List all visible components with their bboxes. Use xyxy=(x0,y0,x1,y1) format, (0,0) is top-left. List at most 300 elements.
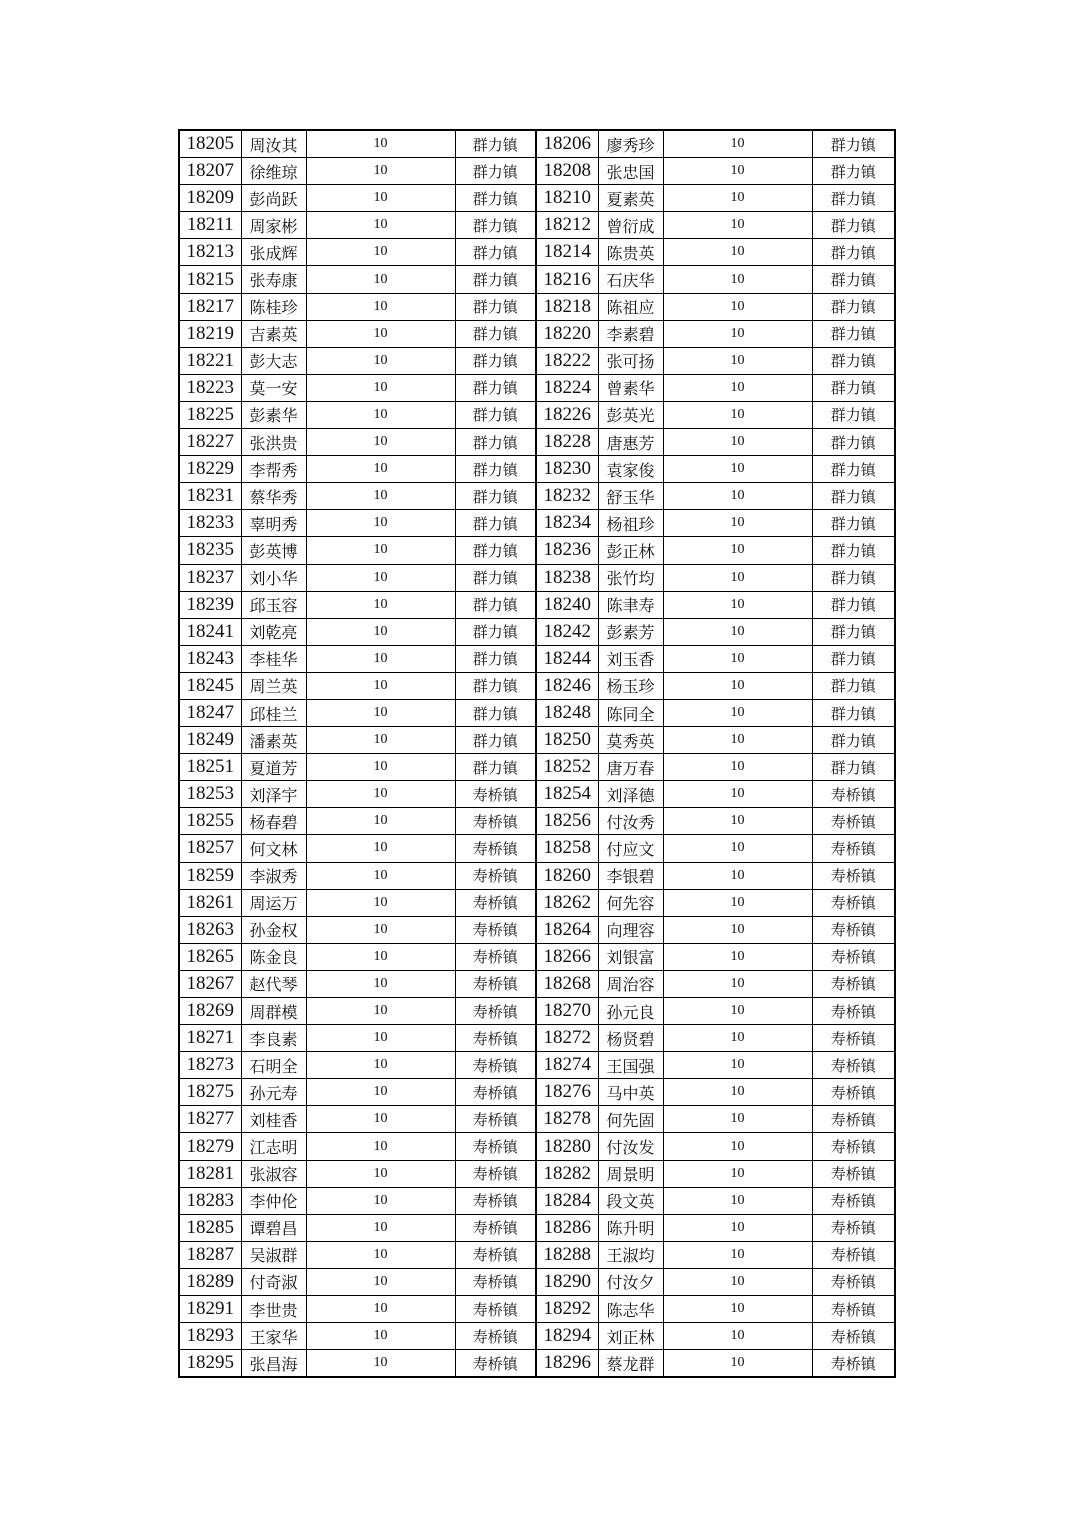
table-row xyxy=(179,1079,895,1106)
person-name-cell: 周家彬 xyxy=(241,212,306,239)
record-id-cell: 18219 xyxy=(179,320,241,347)
person-name-cell: 石明全 xyxy=(241,1052,306,1079)
record-id-cell: 18237 xyxy=(179,564,241,591)
town-cell: 寿桥镇 xyxy=(455,1214,536,1241)
amount-cell: 10 xyxy=(663,320,812,347)
person-name-cell: 邱桂兰 xyxy=(241,699,306,726)
town-cell: 群力镇 xyxy=(812,347,895,374)
town-cell: 寿桥镇 xyxy=(812,998,895,1025)
amount-cell: 10 xyxy=(663,483,812,510)
amount-cell: 10 xyxy=(663,672,812,699)
amount-cell: 10 xyxy=(306,970,455,997)
town-cell: 群力镇 xyxy=(812,483,895,510)
town-cell: 寿桥镇 xyxy=(455,835,536,862)
table-row xyxy=(179,808,895,835)
record-id-cell: 18281 xyxy=(179,1160,241,1187)
record-id-cell: 18252 xyxy=(536,754,598,781)
person-name-cell: 舒玉华 xyxy=(598,483,663,510)
town-cell: 群力镇 xyxy=(812,727,895,754)
table-row xyxy=(179,158,895,185)
person-name-cell: 李银碧 xyxy=(598,862,663,889)
town-cell: 群力镇 xyxy=(812,754,895,781)
table-row xyxy=(179,293,895,320)
town-cell: 寿桥镇 xyxy=(812,943,895,970)
table-row xyxy=(179,1106,895,1133)
town-cell: 寿桥镇 xyxy=(812,1214,895,1241)
record-id-cell: 18268 xyxy=(536,970,598,997)
town-cell: 群力镇 xyxy=(455,429,536,456)
record-id-cell: 18205 xyxy=(179,130,241,158)
record-id-cell: 18209 xyxy=(179,185,241,212)
table-row xyxy=(179,835,895,862)
record-id-cell: 18294 xyxy=(536,1323,598,1350)
table-row xyxy=(179,591,895,618)
town-cell: 寿桥镇 xyxy=(455,916,536,943)
town-cell: 寿桥镇 xyxy=(812,1268,895,1295)
person-name-cell: 李良素 xyxy=(241,1025,306,1052)
record-id-cell: 18241 xyxy=(179,618,241,645)
amount-cell: 10 xyxy=(306,320,455,347)
town-cell: 寿桥镇 xyxy=(455,889,536,916)
person-name-cell: 廖秀珍 xyxy=(598,130,663,158)
amount-cell: 10 xyxy=(663,970,812,997)
town-cell: 群力镇 xyxy=(455,374,536,401)
amount-cell: 10 xyxy=(663,1079,812,1106)
amount-cell: 10 xyxy=(663,943,812,970)
person-name-cell: 陈桂珍 xyxy=(241,293,306,320)
amount-cell: 10 xyxy=(306,672,455,699)
town-cell: 群力镇 xyxy=(455,185,536,212)
town-cell: 群力镇 xyxy=(812,537,895,564)
record-id-cell: 18248 xyxy=(536,699,598,726)
amount-cell: 10 xyxy=(663,727,812,754)
amount-cell: 10 xyxy=(306,916,455,943)
amount-cell: 10 xyxy=(306,1187,455,1214)
amount-cell: 10 xyxy=(663,835,812,862)
person-name-cell: 陈祖应 xyxy=(598,293,663,320)
amount-cell: 10 xyxy=(663,347,812,374)
record-id-cell: 18245 xyxy=(179,672,241,699)
amount-cell: 10 xyxy=(306,239,455,266)
amount-cell: 10 xyxy=(663,998,812,1025)
person-name-cell: 袁家俊 xyxy=(598,456,663,483)
table-row xyxy=(179,1323,895,1350)
table-row xyxy=(179,401,895,428)
town-cell: 群力镇 xyxy=(812,212,895,239)
amount-cell: 10 xyxy=(663,754,812,781)
person-name-cell: 张忠国 xyxy=(598,158,663,185)
record-id-cell: 18238 xyxy=(536,564,598,591)
person-name-cell: 谭碧昌 xyxy=(241,1214,306,1241)
record-id-cell: 18290 xyxy=(536,1268,598,1295)
table-row xyxy=(179,266,895,293)
town-cell: 群力镇 xyxy=(455,591,536,618)
record-id-cell: 18214 xyxy=(536,239,598,266)
amount-cell: 10 xyxy=(306,1106,455,1133)
person-name-cell: 彭英博 xyxy=(241,537,306,564)
table-row xyxy=(179,889,895,916)
town-cell: 群力镇 xyxy=(455,293,536,320)
town-cell: 寿桥镇 xyxy=(812,781,895,808)
town-cell: 群力镇 xyxy=(455,754,536,781)
town-cell: 寿桥镇 xyxy=(812,1079,895,1106)
person-name-cell: 李仲伦 xyxy=(241,1187,306,1214)
table-row xyxy=(179,998,895,1025)
amount-cell: 10 xyxy=(306,456,455,483)
amount-cell: 10 xyxy=(306,1296,455,1323)
amount-cell: 10 xyxy=(306,754,455,781)
person-name-cell: 刘泽德 xyxy=(598,781,663,808)
table-row xyxy=(179,970,895,997)
person-name-cell: 蔡龙群 xyxy=(598,1350,663,1378)
amount-cell: 10 xyxy=(663,374,812,401)
record-id-cell: 18280 xyxy=(536,1133,598,1160)
roster-table xyxy=(178,129,896,1378)
amount-cell: 10 xyxy=(663,130,812,158)
town-cell: 群力镇 xyxy=(455,645,536,672)
town-cell: 寿桥镇 xyxy=(812,889,895,916)
amount-cell: 10 xyxy=(306,1323,455,1350)
person-name-cell: 彭英光 xyxy=(598,401,663,428)
table-row xyxy=(179,185,895,212)
table-row xyxy=(179,1296,895,1323)
person-name-cell: 潘素英 xyxy=(241,727,306,754)
town-cell: 寿桥镇 xyxy=(455,1187,536,1214)
amount-cell: 10 xyxy=(306,158,455,185)
amount-cell: 10 xyxy=(663,1323,812,1350)
table-row xyxy=(179,483,895,510)
record-id-cell: 18233 xyxy=(179,510,241,537)
person-name-cell: 王国强 xyxy=(598,1052,663,1079)
town-cell: 寿桥镇 xyxy=(812,808,895,835)
town-cell: 寿桥镇 xyxy=(455,1296,536,1323)
record-id-cell: 18240 xyxy=(536,591,598,618)
record-id-cell: 18211 xyxy=(179,212,241,239)
amount-cell: 10 xyxy=(306,727,455,754)
record-id-cell: 18235 xyxy=(179,537,241,564)
town-cell: 群力镇 xyxy=(812,591,895,618)
table-row xyxy=(179,212,895,239)
amount-cell: 10 xyxy=(306,185,455,212)
town-cell: 寿桥镇 xyxy=(455,1241,536,1268)
table-row xyxy=(179,347,895,374)
record-id-cell: 18217 xyxy=(179,293,241,320)
person-name-cell: 张可扬 xyxy=(598,347,663,374)
amount-cell: 10 xyxy=(663,916,812,943)
town-cell: 群力镇 xyxy=(455,347,536,374)
town-cell: 群力镇 xyxy=(812,320,895,347)
amount-cell: 10 xyxy=(663,429,812,456)
record-id-cell: 18220 xyxy=(536,320,598,347)
person-name-cell: 陈同全 xyxy=(598,699,663,726)
amount-cell: 10 xyxy=(306,835,455,862)
table-row xyxy=(179,564,895,591)
record-id-cell: 18231 xyxy=(179,483,241,510)
record-id-cell: 18275 xyxy=(179,1079,241,1106)
person-name-cell: 辜明秀 xyxy=(241,510,306,537)
record-id-cell: 18239 xyxy=(179,591,241,618)
town-cell: 群力镇 xyxy=(455,510,536,537)
person-name-cell: 彭素华 xyxy=(241,401,306,428)
amount-cell: 10 xyxy=(306,699,455,726)
person-name-cell: 陈升明 xyxy=(598,1214,663,1241)
amount-cell: 10 xyxy=(663,1214,812,1241)
person-name-cell: 刘银富 xyxy=(598,943,663,970)
town-cell: 寿桥镇 xyxy=(812,835,895,862)
roster-table-body xyxy=(179,130,895,1377)
person-name-cell: 陈聿寿 xyxy=(598,591,663,618)
table-row xyxy=(179,1160,895,1187)
person-name-cell: 莫秀英 xyxy=(598,727,663,754)
person-name-cell: 邱玉容 xyxy=(241,591,306,618)
town-cell: 群力镇 xyxy=(455,672,536,699)
record-id-cell: 18246 xyxy=(536,672,598,699)
amount-cell: 10 xyxy=(306,1350,455,1378)
person-name-cell: 莫一安 xyxy=(241,374,306,401)
record-id-cell: 18295 xyxy=(179,1350,241,1378)
record-id-cell: 18206 xyxy=(536,130,598,158)
record-id-cell: 18260 xyxy=(536,862,598,889)
person-name-cell: 刘小华 xyxy=(241,564,306,591)
person-name-cell: 李淑秀 xyxy=(241,862,306,889)
person-name-cell: 付奇淑 xyxy=(241,1268,306,1295)
amount-cell: 10 xyxy=(306,293,455,320)
record-id-cell: 18226 xyxy=(536,401,598,428)
person-name-cell: 彭素芳 xyxy=(598,618,663,645)
person-name-cell: 彭正林 xyxy=(598,537,663,564)
table-row xyxy=(179,429,895,456)
record-id-cell: 18228 xyxy=(536,429,598,456)
town-cell: 寿桥镇 xyxy=(455,1052,536,1079)
amount-cell: 10 xyxy=(663,1350,812,1378)
amount-cell: 10 xyxy=(306,781,455,808)
person-name-cell: 李帮秀 xyxy=(241,456,306,483)
person-name-cell: 马中英 xyxy=(598,1079,663,1106)
person-name-cell: 何先容 xyxy=(598,889,663,916)
record-id-cell: 18222 xyxy=(536,347,598,374)
town-cell: 寿桥镇 xyxy=(455,1133,536,1160)
amount-cell: 10 xyxy=(306,347,455,374)
amount-cell: 10 xyxy=(306,1268,455,1295)
table-row xyxy=(179,1241,895,1268)
amount-cell: 10 xyxy=(306,618,455,645)
town-cell: 寿桥镇 xyxy=(812,1350,895,1378)
table-row xyxy=(179,1187,895,1214)
person-name-cell: 徐维琼 xyxy=(241,158,306,185)
town-cell: 寿桥镇 xyxy=(455,1106,536,1133)
town-cell: 群力镇 xyxy=(812,158,895,185)
person-name-cell: 周运万 xyxy=(241,889,306,916)
amount-cell: 10 xyxy=(663,537,812,564)
record-id-cell: 18284 xyxy=(536,1187,598,1214)
town-cell: 群力镇 xyxy=(812,672,895,699)
town-cell: 寿桥镇 xyxy=(455,1350,536,1378)
amount-cell: 10 xyxy=(663,456,812,483)
record-id-cell: 18254 xyxy=(536,781,598,808)
amount-cell: 10 xyxy=(306,889,455,916)
table-row xyxy=(179,862,895,889)
amount-cell: 10 xyxy=(306,645,455,672)
person-name-cell: 陈贵英 xyxy=(598,239,663,266)
person-name-cell: 蔡华秀 xyxy=(241,483,306,510)
person-name-cell: 唐惠芳 xyxy=(598,429,663,456)
record-id-cell: 18216 xyxy=(536,266,598,293)
amount-cell: 10 xyxy=(663,293,812,320)
person-name-cell: 王淑均 xyxy=(598,1241,663,1268)
table-row xyxy=(179,672,895,699)
town-cell: 群力镇 xyxy=(455,456,536,483)
table-row xyxy=(179,130,895,158)
amount-cell: 10 xyxy=(663,564,812,591)
record-id-cell: 18207 xyxy=(179,158,241,185)
record-id-cell: 18227 xyxy=(179,429,241,456)
amount-cell: 10 xyxy=(663,1133,812,1160)
record-id-cell: 18293 xyxy=(179,1323,241,1350)
table-row xyxy=(179,1268,895,1295)
person-name-cell: 李素碧 xyxy=(598,320,663,347)
amount-cell: 10 xyxy=(663,1106,812,1133)
record-id-cell: 18225 xyxy=(179,401,241,428)
person-name-cell: 付汝秀 xyxy=(598,808,663,835)
person-name-cell: 杨贤碧 xyxy=(598,1025,663,1052)
record-id-cell: 18279 xyxy=(179,1133,241,1160)
table-row xyxy=(179,1025,895,1052)
amount-cell: 10 xyxy=(306,1025,455,1052)
town-cell: 群力镇 xyxy=(812,699,895,726)
record-id-cell: 18267 xyxy=(179,970,241,997)
town-cell: 寿桥镇 xyxy=(455,1268,536,1295)
town-cell: 寿桥镇 xyxy=(812,1241,895,1268)
record-id-cell: 18270 xyxy=(536,998,598,1025)
town-cell: 寿桥镇 xyxy=(812,1296,895,1323)
amount-cell: 10 xyxy=(663,1025,812,1052)
person-name-cell: 赵代琴 xyxy=(241,970,306,997)
person-name-cell: 夏道芳 xyxy=(241,754,306,781)
record-id-cell: 18292 xyxy=(536,1296,598,1323)
person-name-cell: 刘桂香 xyxy=(241,1106,306,1133)
person-name-cell: 杨春碧 xyxy=(241,808,306,835)
amount-cell: 10 xyxy=(306,266,455,293)
record-id-cell: 18262 xyxy=(536,889,598,916)
person-name-cell: 向理容 xyxy=(598,916,663,943)
person-name-cell: 彭尚跃 xyxy=(241,185,306,212)
town-cell: 群力镇 xyxy=(812,401,895,428)
town-cell: 寿桥镇 xyxy=(812,916,895,943)
person-name-cell: 江志明 xyxy=(241,1133,306,1160)
person-name-cell: 何文林 xyxy=(241,835,306,862)
amount-cell: 10 xyxy=(663,699,812,726)
person-name-cell: 周群模 xyxy=(241,998,306,1025)
town-cell: 寿桥镇 xyxy=(812,1052,895,1079)
record-id-cell: 18213 xyxy=(179,239,241,266)
record-id-cell: 18215 xyxy=(179,266,241,293)
record-id-cell: 18234 xyxy=(536,510,598,537)
town-cell: 寿桥镇 xyxy=(812,970,895,997)
record-id-cell: 18255 xyxy=(179,808,241,835)
town-cell: 寿桥镇 xyxy=(812,1160,895,1187)
person-name-cell: 曾素华 xyxy=(598,374,663,401)
record-id-cell: 18256 xyxy=(536,808,598,835)
town-cell: 寿桥镇 xyxy=(455,943,536,970)
amount-cell: 10 xyxy=(663,239,812,266)
town-cell: 群力镇 xyxy=(455,266,536,293)
person-name-cell: 曾衍成 xyxy=(598,212,663,239)
person-name-cell: 张成辉 xyxy=(241,239,306,266)
amount-cell: 10 xyxy=(306,401,455,428)
table-row xyxy=(179,916,895,943)
amount-cell: 10 xyxy=(663,266,812,293)
person-name-cell: 周汝其 xyxy=(241,130,306,158)
record-id-cell: 18266 xyxy=(536,943,598,970)
town-cell: 寿桥镇 xyxy=(812,1133,895,1160)
person-name-cell: 张寿康 xyxy=(241,266,306,293)
amount-cell: 10 xyxy=(306,1133,455,1160)
record-id-cell: 18278 xyxy=(536,1106,598,1133)
town-cell: 群力镇 xyxy=(812,429,895,456)
record-id-cell: 18264 xyxy=(536,916,598,943)
record-id-cell: 18283 xyxy=(179,1187,241,1214)
town-cell: 群力镇 xyxy=(812,618,895,645)
person-name-cell: 张洪贵 xyxy=(241,429,306,456)
table-row xyxy=(179,320,895,347)
amount-cell: 10 xyxy=(306,862,455,889)
amount-cell: 10 xyxy=(306,1079,455,1106)
town-cell: 群力镇 xyxy=(812,510,895,537)
amount-cell: 10 xyxy=(663,1268,812,1295)
record-id-cell: 18274 xyxy=(536,1052,598,1079)
town-cell: 群力镇 xyxy=(812,239,895,266)
table-row xyxy=(179,943,895,970)
table-row xyxy=(179,727,895,754)
table-row xyxy=(179,456,895,483)
record-id-cell: 18257 xyxy=(179,835,241,862)
record-id-cell: 18232 xyxy=(536,483,598,510)
amount-cell: 10 xyxy=(306,1160,455,1187)
amount-cell: 10 xyxy=(663,645,812,672)
person-name-cell: 李桂华 xyxy=(241,645,306,672)
person-name-cell: 彭大志 xyxy=(241,347,306,374)
town-cell: 寿桥镇 xyxy=(455,808,536,835)
table-row xyxy=(179,1052,895,1079)
table-row xyxy=(179,1350,895,1378)
table-row xyxy=(179,1214,895,1241)
town-cell: 群力镇 xyxy=(812,456,895,483)
person-name-cell: 付应文 xyxy=(598,835,663,862)
amount-cell: 10 xyxy=(306,998,455,1025)
amount-cell: 10 xyxy=(663,1241,812,1268)
record-id-cell: 18249 xyxy=(179,727,241,754)
table-row xyxy=(179,1133,895,1160)
amount-cell: 10 xyxy=(663,158,812,185)
amount-cell: 10 xyxy=(663,618,812,645)
town-cell: 群力镇 xyxy=(812,293,895,320)
person-name-cell: 孙金权 xyxy=(241,916,306,943)
record-id-cell: 18296 xyxy=(536,1350,598,1378)
amount-cell: 10 xyxy=(306,1241,455,1268)
record-id-cell: 18230 xyxy=(536,456,598,483)
amount-cell: 10 xyxy=(663,808,812,835)
person-name-cell: 夏素英 xyxy=(598,185,663,212)
town-cell: 寿桥镇 xyxy=(455,781,536,808)
person-name-cell: 陈志华 xyxy=(598,1296,663,1323)
amount-cell: 10 xyxy=(663,510,812,537)
town-cell: 群力镇 xyxy=(455,564,536,591)
amount-cell: 10 xyxy=(663,212,812,239)
town-cell: 寿桥镇 xyxy=(812,1323,895,1350)
person-name-cell: 石庆华 xyxy=(598,266,663,293)
record-id-cell: 18212 xyxy=(536,212,598,239)
amount-cell: 10 xyxy=(306,564,455,591)
